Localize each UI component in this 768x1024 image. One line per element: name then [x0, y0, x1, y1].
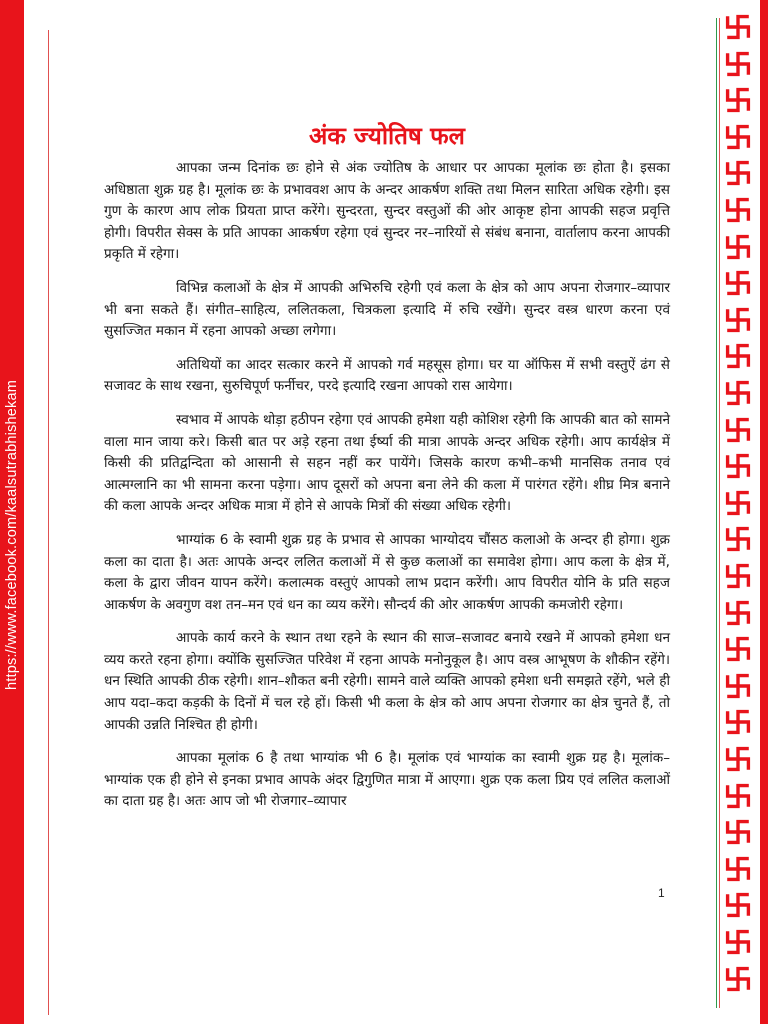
swastika-icon — [725, 124, 751, 150]
swastika-icon — [725, 673, 751, 699]
swastika-icon — [725, 929, 751, 955]
swastika-icon — [725, 746, 751, 772]
swastika-icon — [725, 709, 751, 735]
swastika-icon — [725, 87, 751, 113]
right-red-strip — [760, 0, 768, 1024]
swastika-icon — [725, 600, 751, 626]
document-body — [104, 120, 670, 825]
swastika-icon — [725, 234, 751, 260]
paragraph-1: आपका जन्म दिनांक छः होने से अंक ज्योतिष के आधार पर आपका मूलांक छः होता है। इसका अधिष्ठाता शुक्र ग्रह है। मूलांक छः के प्रभाववश आप के अन्दर आकर्षण शक्ति तथा मिलन सारिता अधिक रहेगी। इस गुण के कारण आप लोक प्रियता प्राप्त करेंगे। सुन्दरता, सुन्दर वस्तुओं की ओर आकृष्ट होना आपकी सहज प्रवृत्ति होगी। विपरीत सेक्स के प्रति आपका आकर्षण रहेगा एवं सुन्दर नर–नारियों से संबंध बनाना, वार्तालाप करना आपकी प्रकृति में रहेगा। — [104, 160, 670, 263]
page-number: 1 — [658, 886, 665, 900]
right-red-border — [719, 18, 720, 1008]
left-margin-line — [48, 30, 49, 1015]
swastika-icon — [725, 197, 751, 223]
swastika-icon — [725, 856, 751, 882]
paragraph-3: अतिथियों का आदर सत्कार करने में आपको गर्व महसूस होगा। घर या ऑफिस में सभी वस्तुऐं ढंग से सजावट के साथ रखना, सुरुचिपूर्ण फर्नीचर, परदे इत्यादि रखना आपको रास आयेगा। — [104, 356, 670, 395]
swastika-icon — [725, 783, 751, 809]
swastika-icon — [725, 417, 751, 443]
swastika-icon — [725, 14, 751, 40]
swastika-icon — [725, 270, 751, 296]
right-green-border — [716, 18, 717, 1008]
swastika-icon — [725, 636, 751, 662]
swastika-icon — [725, 343, 751, 369]
swastika-icon — [725, 51, 751, 77]
swastika-icon — [725, 892, 751, 918]
facebook-url-banner[interactable]: https://www.facebook.com/kaalsutrabhishekam — [4, 379, 20, 690]
paragraph-4: स्वभाव में आपके थोड़ा हठीपन रहेगा एवं आपकी हमेशा यही कोशिश रहेगी कि आपकी बात को सामने वाला मान जाया करे। किसी बात पर अड़े रहना तथा ईर्ष्या की मात्रा आपके अन्दर अधिक रहेगी। आप कार्यक्षेत्र में किसी की प्रतिद्वन्दिता को आसानी से सहन नहीं कर पायेंगे। जिसके कारण कभी–कभी मानसिक तनाव एवं आत्मग्लानि का भी सामना करना पड़ेगा। आप दूसरों को अपना बना लेने की कला में पारंगत रहेंगे। शीघ्र मित्र बनाने की कला आपके अन्दर अधिक मात्रा में होने से आपके मित्रों की संख्या अधिक रहेगी। — [104, 411, 670, 515]
swastika-icon — [725, 526, 751, 552]
swastika-border-column — [721, 10, 759, 1010]
swastika-icon — [725, 380, 751, 406]
swastika-icon — [725, 966, 751, 992]
swastika-icon — [725, 453, 751, 479]
swastika-icon — [725, 307, 751, 333]
paragraph-5: भाग्यांक 6 के स्वामी शुक्र ग्रह के प्रभाव से आपका भाग्योदय चौंसठ कलाओ के अन्दर ही होगा। शुक्र कला का दाता है। अतः आपके अन्दर ललित कलाओं में से कुछ कलाओं का समावेश होगा। आप कला के क्षेत्र में, कला के द्वारा जीवन यापन करेंगे। कलात्मक वस्तुएं आपको लाभ प्रदान करेंगी। आप विपरीत योनि के प्रति सहज आकर्षण के अवगुण वश तन–मन एवं धन का व्यय करेंगे। सौन्दर्य की ओर आकर्षण आपकी कमजोरी रहेगा। — [104, 531, 670, 613]
swastika-icon — [725, 563, 751, 589]
paragraph-2: विभिन्न कलाओं के क्षेत्र में आपकी अभिरुचि रहेगी एवं कला के क्षेत्र को आप अपना रोजगार–व्यापार भी बना सकते हैं। संगीत–साहित्य, ललितकला, चित्रकला इत्यादि में रुचि रखेंगे। सुन्दर वस्त्र धारण करना एवं सुसज्जित मकान में रहना आपको अच्छा लगेगा। — [104, 279, 670, 340]
swastika-icon — [725, 819, 751, 845]
paragraph-7: आपका मूलांक 6 है तथा भाग्यांक भी 6 है। मूलांक एवं भाग्यांक का स्वामी शुक्र ग्रह है। मूलांक–भाग्यांक एक ही होने से इनका प्रभाव आपके अंदर द्विगुणित मात्रा में आएगा। शुक्र एक कला प्रिय एवं ललित कलाओं का दाता ग्रह है। अतः आप जो भी रोजगार–व्यापार — [104, 750, 670, 810]
swastika-icon — [725, 160, 751, 186]
paragraph-6: आपके कार्य करने के स्थान तथा रहने के स्थान की साज–सजावट बनाये रखने में आपको हमेशा धन व्यय करते रहना होगा। क्योंकि सुसज्जित परिवेश में रहना आपके मनोनुकूल है। आप वस्त्र आभूषण के शौकीन रहेंगे। धन स्थिति आपकी ठीक रहेगी। शान–शौकत बनी रहेगी। सामने वाले व्यक्ति आपको हमेशा धनी समझते रहेंगे, भले ही आप यदा–कदा कड़की के दिनों में चल रहे हों। किसी भी कला के क्षेत्र को आप अपना रोजगार का क्षेत्र चुनते हैं, तो आपकी उन्नति निश्चित ही होगी। — [104, 630, 670, 733]
swastika-icon — [725, 490, 751, 516]
page-title: अंक ज्योतिष फल — [309, 122, 465, 150]
